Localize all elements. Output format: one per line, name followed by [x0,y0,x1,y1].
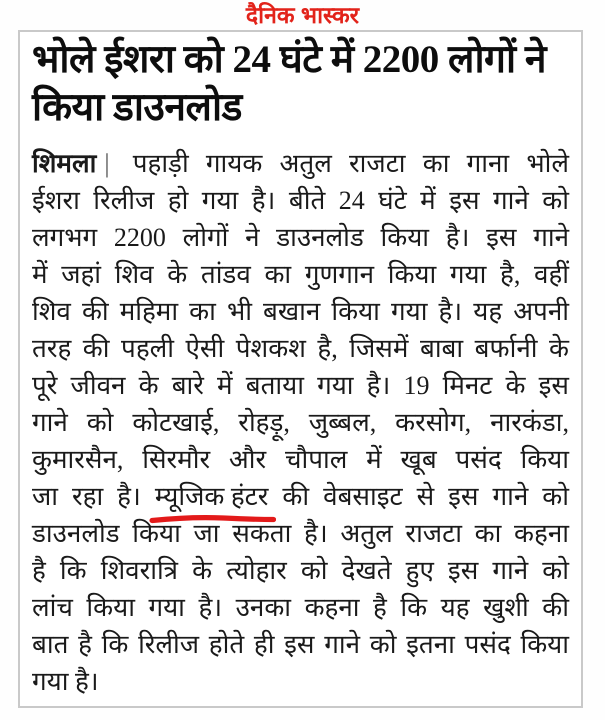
body-line-text: जा रहा है। [32,482,155,511]
body-line: तरह की पहली ऐसी पेशकश है, जिसमें बाबा बर्फानी के [32,334,569,363]
masthead [0,0,605,27]
body-line: लांच किया गया है। उनका कहना है कि यह खुशी की [32,593,569,622]
body-line [32,478,569,515]
body-line: बात है कि रिलीज होते ही इस गाने को इतना पसंद किया [32,630,569,659]
body-line: कुमारसैन, सिरमौर और चौपाल में खूब पसंद किया [32,445,569,474]
article-headline [32,36,569,132]
body-line: गया है। [32,667,99,696]
headline-line-1: भोले ईशरा को 24 घंटे में 2200 लोगों ने [32,38,547,81]
body-line: शिव की महिमा का भी बखान किया गया है। यह अपनी [32,297,569,326]
body-line-text: की वेबसाइट से इस गाने को [268,482,569,511]
headline-line-2: किया डाउनलोड [32,86,242,129]
dainik-bhaskar-logo: दैनिक भास्कर [245,2,360,28]
dateline-separator: | [104,149,110,178]
article-body [32,145,569,700]
body-line [32,145,569,182]
body-line: में जहां शिव के तांडव का गुणगान किया गया है, वहीं [32,260,569,289]
body-line: पूरे जीवन के बारे में बताया गया है। 19 मिनट के इस [32,371,569,400]
highlighted-text-label: म्यूजिक हंटर [154,482,269,511]
body-line: ईशरा रिलीज हो गया है। बीते 24 घंटे में इस गाने को [32,186,569,215]
dateline-city: शिमला [32,149,97,178]
article-box [18,30,583,708]
body-line-text: पहाड़ी गायक अतुल राजटा का गाना भोले [132,149,570,178]
body-line: लगभग 2200 लोगों ने डाउनलोड किया है। इस गाने [32,223,569,252]
body-line: है कि शिवरात्रि के त्योहार को देखते हुए इस गाने को [32,556,569,585]
highlighted-text [155,478,269,515]
body-line: डाउनलोड किया जा सकता है। अतुल राजटा का कहना [32,519,569,548]
body-line: गाने को कोटखाई, रोहड़ू, जुब्बल, करसोग, नारकंडा, [32,408,569,437]
